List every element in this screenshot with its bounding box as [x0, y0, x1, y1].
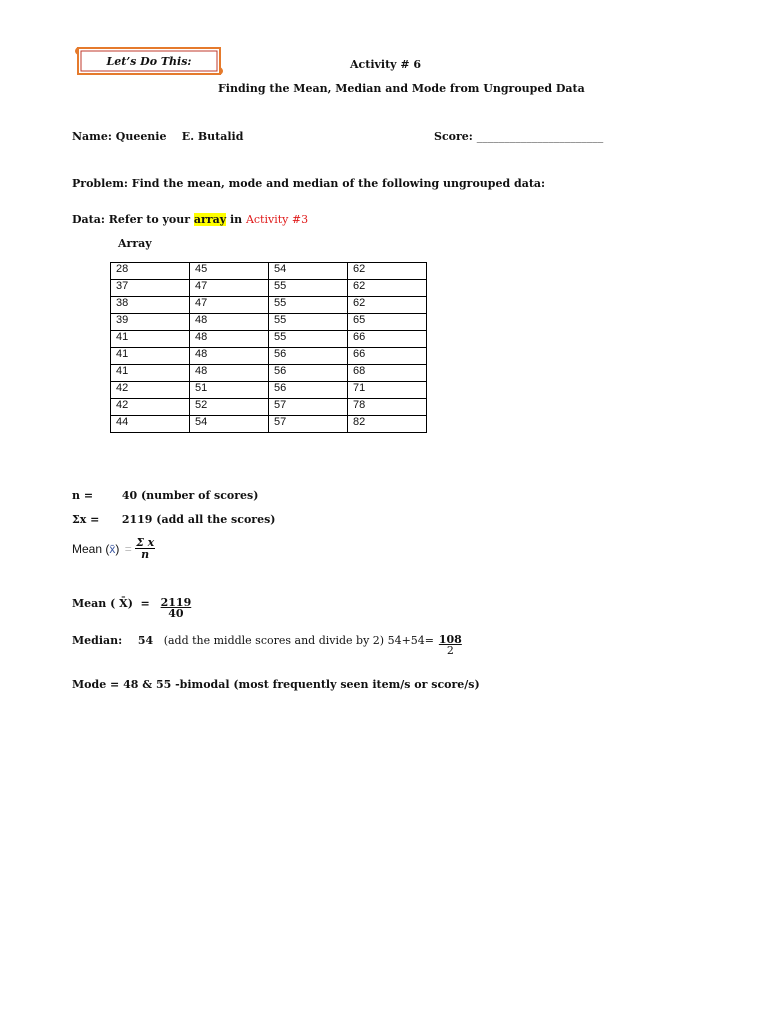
- table-cell: 62: [348, 297, 427, 314]
- problem-statement: Problem: Find the mean, mode and median of the following ungrouped data:: [72, 177, 546, 190]
- table-cell: 65: [348, 314, 427, 331]
- name-label: Name:: [72, 130, 112, 143]
- table-cell: 56: [269, 348, 348, 365]
- mean-calc-denominator: 40: [168, 607, 184, 620]
- table-cell: 52: [190, 399, 269, 416]
- table-cell: 68: [348, 365, 427, 382]
- table-row: [111, 263, 427, 280]
- score-blank: _______________________: [476, 130, 604, 143]
- table-cell: 66: [348, 331, 427, 348]
- table-row: [111, 297, 427, 314]
- median-line: [72, 634, 463, 657]
- name-value: Queenie E. Butalid: [115, 130, 244, 143]
- table-cell: 55: [269, 314, 348, 331]
- table-cell: 66: [348, 348, 427, 365]
- table-cell: 62: [348, 263, 427, 280]
- mean-calc: [72, 597, 192, 620]
- table-cell: 37: [111, 280, 190, 297]
- table-cell: 44: [111, 416, 190, 433]
- table-cell: 51: [190, 382, 269, 399]
- score-row: [434, 130, 603, 143]
- activity-link[interactable]: Activity #3: [245, 213, 309, 226]
- table-cell: 41: [111, 331, 190, 348]
- table-cell: 56: [269, 365, 348, 382]
- activity-number: Activity # 6: [350, 58, 422, 71]
- table-cell: 57: [269, 399, 348, 416]
- table-cell: 54: [190, 416, 269, 433]
- table-row: [111, 399, 427, 416]
- table-row: [111, 280, 427, 297]
- table-row: [111, 314, 427, 331]
- table-cell: 62: [348, 280, 427, 297]
- array-table: [110, 262, 427, 433]
- lets-do-this-banner: [74, 46, 224, 78]
- table-cell: 47: [190, 280, 269, 297]
- table-cell: 71: [348, 382, 427, 399]
- table-cell: 54: [269, 263, 348, 280]
- median-value: 54: [137, 634, 154, 647]
- mean-formula-label: Mean (: [72, 542, 110, 556]
- mean-formula-denominator: n: [141, 548, 150, 561]
- table-row: [111, 416, 427, 433]
- mean-formula-fraction: [135, 537, 155, 561]
- sum-line: [72, 513, 275, 526]
- mean-formula-numerator: Σ x: [136, 536, 155, 549]
- median-denominator: 2: [446, 644, 454, 657]
- median-label: Median:: [72, 634, 123, 647]
- n-value: 40 (number of scores): [121, 489, 259, 502]
- n-label: n =: [72, 489, 94, 502]
- mean-formula-equals: =: [124, 542, 132, 556]
- table-cell: 47: [190, 297, 269, 314]
- table-cell: 56: [269, 382, 348, 399]
- array-highlight: array: [193, 213, 227, 226]
- name-row: [72, 130, 243, 143]
- table-cell: 42: [111, 399, 190, 416]
- table-cell: 38: [111, 297, 190, 314]
- table-cell: 28: [111, 263, 190, 280]
- table-row: [111, 331, 427, 348]
- table-cell: 57: [269, 416, 348, 433]
- mean-formula-close: ): [115, 542, 120, 556]
- table-row: [111, 365, 427, 382]
- mode-line: Mode = 48 & 55 -bimodal (most frequently seen item/s or score/s): [72, 678, 480, 691]
- table-row: [111, 382, 427, 399]
- table-cell: 55: [269, 280, 348, 297]
- table-cell: 45: [190, 263, 269, 280]
- mean-calc-label: Mean ( X̄) =: [72, 597, 150, 610]
- table-cell: 55: [269, 331, 348, 348]
- score-label: Score:: [434, 130, 473, 143]
- table-cell: 41: [111, 365, 190, 382]
- table-row: [111, 348, 427, 365]
- table-cell: 82: [348, 416, 427, 433]
- n-line: [72, 489, 258, 502]
- table-cell: 42: [111, 382, 190, 399]
- sum-value: 2119 (add all the scores): [121, 513, 276, 526]
- table-cell: 39: [111, 314, 190, 331]
- array-label: Array: [118, 237, 152, 250]
- table-cell: 48: [190, 331, 269, 348]
- table-cell: 48: [190, 314, 269, 331]
- mean-calc-fraction: [160, 597, 193, 620]
- table-cell: 41: [111, 348, 190, 365]
- table-cell: 48: [190, 348, 269, 365]
- table-cell: 55: [269, 297, 348, 314]
- median-numerator: 108: [438, 633, 462, 646]
- median-fraction: [438, 634, 463, 657]
- median-explain: (add the middle scores and divide by 2) 54+54=: [163, 634, 435, 647]
- data-prefix: Data: Refer to your: [72, 213, 194, 226]
- mean-calc-numerator: 2119: [160, 596, 192, 609]
- table-cell: 48: [190, 365, 269, 382]
- table-cell: 78: [348, 399, 427, 416]
- banner-label: Let’s Do This:: [106, 55, 192, 68]
- data-middle: in: [226, 213, 246, 226]
- data-line: [72, 213, 308, 226]
- mean-formula: [72, 537, 155, 561]
- xbar-symbol: x̄: [109, 542, 116, 556]
- sum-label: Σx =: [72, 513, 100, 526]
- page-title: Finding the Mean, Median and Mode from Ungrouped Data: [218, 82, 585, 95]
